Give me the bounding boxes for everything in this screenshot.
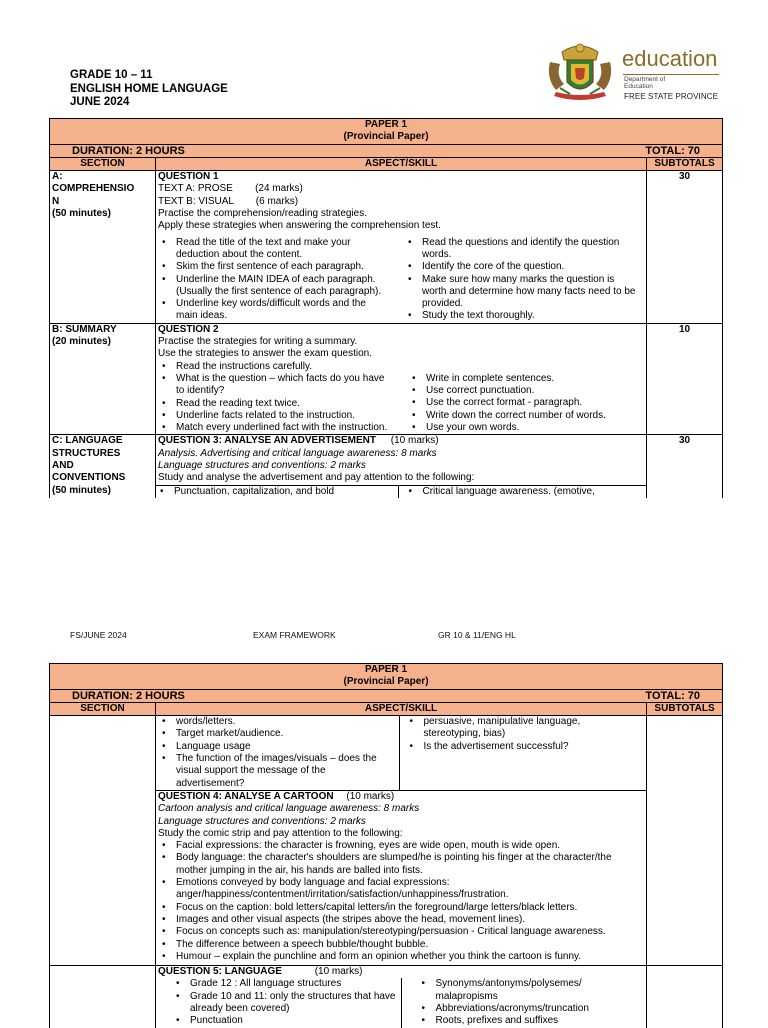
section-header: SECTION [50,702,156,715]
total-label: TOTAL: 70 [645,144,701,157]
list-item: • Language usage [158,741,397,753]
section-c-subtotal: 30 [647,435,723,498]
grade-label: GRADE 10 – 11 [70,69,153,81]
list-item: • Critical language awareness. (emotive, [405,486,647,498]
question-4-block [156,791,646,963]
subtotals-header: SUBTOTALS [647,702,723,715]
date-label: JUNE 2024 [70,96,130,108]
instruction-line: Apply these strategies when answering the comprehension test. [158,220,441,232]
list-item: • The function of the images/visuals – does the visual support the message of the advertisement? [158,753,397,790]
list-item: • Read the instructions carefully. [158,361,394,373]
advert-columns [156,485,646,498]
strategy-columns [158,237,644,323]
list-item: • Focus on concepts such as: manipulation/stereotyping/persuasion - Critical language awareness. [158,926,644,938]
section-header: SECTION [50,157,156,170]
question-4-marks: (10 marks) [346,790,395,802]
list-item: • Skim the first sentence of each paragraph. [158,261,390,273]
column-header-row [50,157,723,170]
logo-province: FREE STATE PROVINCE [624,92,719,101]
list-item: • Synonyms/antonyms/polysemes/ malapropisms [418,978,645,1003]
question-5-row [50,966,723,1028]
instruction-line: Cartoon analysis and critical language awareness: 8 marks [158,803,420,815]
list-item: • Body language: the character's shoulders are slumped/he is pointing his finger at the character/the mother jumping in the air, his hands are balled into fists. [158,852,644,877]
section-a-subtotal: 30 [647,171,723,324]
instruction-line: Study the comic strip and pay attention to the following: [158,827,403,839]
list-item: • Write in complete sentences. [408,373,644,385]
question-3-title: QUESTION 3: ANALYSE AN ADVERTISEMENT [158,435,376,447]
instruction-line: Language structures and conventions: 2 marks [158,460,366,472]
list-item: • Read the title of the text and make your deduction about the content. [158,237,390,262]
coat-of-arms-icon [540,38,620,108]
list-item: • Grade 10 and 11: only the structures that have already been covered) [172,991,399,1016]
list-item: • Punctuation [172,1015,399,1027]
summary-columns [158,361,644,435]
footer-left: FS/JUNE 2024 [70,630,127,640]
list-item: • Focus on the caption: bold letters/capital letters/in the foreground/large letters/black letters. [158,902,644,914]
list-item: • Humour – explain the punchline and form an opinion whether you think the cartoon is funny. [158,951,644,963]
list-item: • Is the advertisement successful? [406,741,645,753]
paper-title: PAPER 1 [364,664,408,675]
list-item: • Underline the MAIN IDEA of each paragraph. (Usually the first sentence of each paragraph). [158,274,390,299]
question-3-marks: (10 marks) [390,435,439,447]
list-item: • Make sure how many marks the question is worth and determine how many facts need to be provided. [404,274,636,311]
footer-middle: EXAM FRAMEWORK [253,630,336,640]
subject-label: ENGLISH HOME LANGUAGE [70,82,228,95]
list-item: • Use correct punctuation. [408,385,644,397]
section-c-row [50,435,723,498]
instruction-line: Language structures and conventions: 2 marks [158,815,366,827]
section-a-content [156,171,647,324]
instruction-line: Practise the comprehension/reading strategies. [158,208,368,220]
section-b-row [50,323,723,435]
paper-title: PAPER 1 [364,119,408,130]
section-c-content [156,435,647,498]
duration-row [50,689,723,702]
list-item: • Use the correct format - paragraph. [408,397,644,409]
section-b-subtotal: 10 [647,323,723,435]
list-item: • Read the questions and identify the question words. [404,237,636,262]
question-5-title: QUESTION 5: LANGUAGE [158,966,282,978]
question-2-title: QUESTION 2 [158,323,219,335]
list-item: • The difference between a speech bubble/thought bubble. [158,939,644,951]
instruction-line: Study and analyse the advertisement and pay attention to the following: [158,472,475,484]
section-a-label: A: COMPREHENSIO N (50 minutes) [50,171,156,324]
paper-subtitle: (Provincial Paper) [343,676,429,688]
question-4-title: QUESTION 4: ANALYSE A CARTOON [158,790,334,802]
section-b-content [156,323,647,435]
aspect-header: ASPECT/SKILL [156,702,647,715]
logo-divider [623,74,719,75]
column-header-row [50,702,723,715]
section-c-label: C: LANGUAGE STRUCTURES AND CONVENTIONS (50 minutes) [50,435,156,498]
list-item: • Images and other visual aspects (the stripes above the head, movement lines). [158,914,644,926]
logo-dept-line2: Education [624,82,653,90]
text-b-line: TEXT B: VISUAL (6 marks) [158,195,299,207]
document-header [70,69,228,110]
section-a-row [50,171,723,324]
list-item: • Identify the core of the question. [404,261,636,273]
instruction-line: Practise the strategies for writing a summary. [158,336,358,348]
question-1-title: QUESTION 1 [158,171,219,183]
list-item: • What is the question – which facts do you have to identify? [158,373,394,398]
department-logo [540,38,730,108]
list-item: • Use your own words. [408,422,644,434]
list-item: • Match every underlined fact with the instruction. [158,422,394,434]
footer-right: GR 10 & 11/ENG HL [438,630,516,640]
list-item: • words/letters. [158,716,397,728]
total-label: TOTAL: 70 [645,689,701,702]
list-item: • persuasive, manipulative language, stereotyping, bias) [406,716,645,741]
paper-title-row [50,119,723,145]
list-item: • Punctuation, capitalization, and bold [156,486,398,498]
duration-label: DURATION: 2 HOURS [72,689,185,702]
question-5-marks: (10 marks) [314,966,363,978]
question-3-continued-content [156,716,647,966]
logo-dept-line1: Department of [624,76,666,83]
paper-subtitle: (Provincial Paper) [343,131,429,143]
logo-department [624,77,665,90]
exam-framework-table-page2 [49,663,723,1028]
question-3-continued-row [50,716,723,966]
instruction-line: Use the strategies to answer the exam question. [158,348,373,360]
exam-framework-table-page1 [49,118,723,498]
list-item: • Emotions conveyed by body language and facial expressions: anger/happiness/contentment/irritation/satisfaction/unhappiness/frustration. [158,877,644,902]
list-item: • Roots, prefixes and suffixes [418,1015,645,1027]
list-item: • Study the text thoroughly. [404,310,636,322]
duration-row [50,144,723,157]
paper-title-row [50,664,723,690]
text-a-line: TEXT A: PROSE (24 marks) [158,183,303,195]
list-item: • Facial expressions: the character is frowning, eyes are wide open, mouth is wide open. [158,840,644,852]
section-b-label: B: SUMMARY (20 minutes) [50,323,156,435]
list-item: • Read the reading text twice. [158,398,394,410]
instruction-line: Analysis. Advertising and critical language awareness: 8 marks [158,447,437,459]
list-item: • Abbreviations/acronyms/truncation [418,1003,645,1015]
list-item: • Underline key words/difficult words and the main ideas. [158,298,390,323]
list-item: • Grade 12 : All language structures [172,978,399,990]
list-item: • Target market/audience. [158,728,397,740]
list-item: • Write down the correct number of words. [408,410,644,422]
subtotals-header: SUBTOTALS [647,157,723,170]
duration-label: DURATION: 2 HOURS [72,144,185,157]
aspect-header: ASPECT/SKILL [156,157,647,170]
logo-wordmark: education [622,46,718,71]
list-item: • Underline facts related to the instruction. [158,410,394,422]
question-5-content [156,966,647,1028]
